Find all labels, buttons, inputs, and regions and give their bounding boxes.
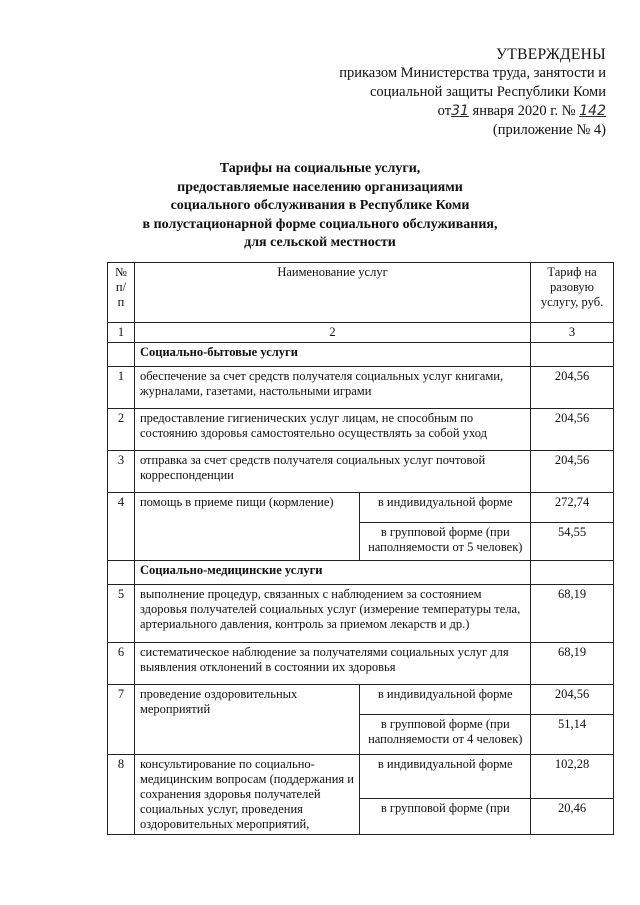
approval-heading: УТВЕРЖДЕНЫ bbox=[496, 46, 606, 63]
row-num: 1 bbox=[108, 367, 135, 409]
row-name: систематическое наблюдение за получателями социальных услуг для выявления отклонений в состоянии их здоровья bbox=[134, 643, 530, 685]
row-name: обеспечение за счет средств получателя социальных услуг книгами, журналами, газетами, настольными играми bbox=[134, 367, 530, 409]
column-numbers-row bbox=[108, 323, 614, 343]
row-name: отправка за счет средств получателя социальных услуг почтовой корреспонденции bbox=[134, 451, 530, 493]
table-row bbox=[108, 451, 614, 493]
section-title-household: Социально-бытовые услуги bbox=[134, 343, 530, 367]
row-price: 204,56 bbox=[531, 451, 614, 493]
section-title-medical: Социально-медицинские услуги bbox=[134, 561, 530, 585]
row-form-group: в групповой форме (при bbox=[360, 799, 531, 835]
row-name: консультирование по социально-медицинским вопросам (поддержания и сохранения здоровья получателей социальных услуг, проведения оздоровительных мероприятий, bbox=[134, 755, 359, 835]
date-month-year: января 2020 г. bbox=[472, 103, 559, 119]
row-form-individual: в индивидуальной форме bbox=[360, 755, 531, 799]
row-num: 8 bbox=[108, 755, 135, 835]
title-line-1: Тарифы на социальные услуги, bbox=[219, 161, 421, 176]
date-day-handwritten: 31 bbox=[451, 103, 469, 119]
row-num: 4 bbox=[108, 493, 135, 561]
title-line-4: в полустационарной форме социального обслуживания, bbox=[142, 216, 498, 232]
row-form-individual: в индивидуальной форме bbox=[360, 685, 531, 715]
row-price: 68,19 bbox=[531, 643, 614, 685]
table-row bbox=[108, 409, 614, 451]
table-row bbox=[108, 585, 614, 643]
row-price-individual: 204,56 bbox=[531, 685, 614, 715]
table-row bbox=[108, 493, 614, 523]
title-line-3: социального обслуживания в Республике Коми bbox=[170, 198, 470, 213]
row-num: 3 bbox=[108, 451, 135, 493]
row-num: 6 bbox=[108, 643, 135, 685]
row-num: 7 bbox=[108, 685, 135, 755]
appendix-label: (приложение № 4) bbox=[492, 122, 606, 138]
table-header-row bbox=[108, 263, 614, 323]
approval-date-line bbox=[339, 102, 606, 121]
title-line-5: для сельской местности bbox=[244, 235, 396, 250]
row-form-individual: в индивидуальной форме bbox=[360, 493, 531, 523]
row-name: помощь в приеме пищи (кормление) bbox=[134, 493, 359, 561]
approval-line-2: социальной защиты Республики Коми bbox=[369, 84, 606, 100]
row-form-group: в групповой форме (при наполняемости от 4 человек) bbox=[360, 715, 531, 755]
section-row-medical bbox=[108, 561, 614, 585]
row-price: 204,56 bbox=[531, 367, 614, 409]
table-row bbox=[108, 643, 614, 685]
approval-block bbox=[339, 45, 606, 140]
row-price-individual: 272,74 bbox=[531, 493, 614, 523]
column-number-2: 2 bbox=[134, 323, 530, 343]
title-line-2: предоставляемые населению организациями bbox=[177, 179, 463, 195]
section-row-household bbox=[108, 343, 614, 367]
column-number-3: 3 bbox=[531, 323, 614, 343]
header-price: Тариф на разовую услугу, руб. bbox=[531, 263, 614, 323]
row-num: 5 bbox=[108, 585, 135, 643]
number-prefix: № bbox=[561, 103, 576, 119]
row-form-group: в групповой форме (при наполняемости от 5 человек) bbox=[360, 523, 531, 561]
date-prefix: от bbox=[437, 103, 452, 119]
row-name: предоставление гигиенических услуг лицам, не способным по состоянию здоровья самостоятельно осуществлять за собой уход bbox=[134, 409, 530, 451]
table-row bbox=[108, 685, 614, 715]
row-name: выполнение процедур, связанных с наблюдением за состоянием здоровья получателей социальных услуг (измерение температуры тела, артериального давления, контроль за приемом лекарств и др.) bbox=[134, 585, 530, 643]
row-price-group: 54,55 bbox=[531, 523, 614, 561]
document-title bbox=[60, 160, 580, 253]
tariffs-table bbox=[107, 262, 614, 835]
table-row bbox=[108, 367, 614, 409]
row-name: проведение оздоровительных мероприятий bbox=[134, 685, 359, 755]
row-price-individual: 102,28 bbox=[531, 755, 614, 799]
row-price-group: 51,14 bbox=[531, 715, 614, 755]
header-num: № п/п bbox=[108, 263, 135, 323]
row-price: 204,56 bbox=[531, 409, 614, 451]
table-row bbox=[108, 755, 614, 799]
row-price-group: 20,46 bbox=[531, 799, 614, 835]
row-price: 68,19 bbox=[531, 585, 614, 643]
column-number-1: 1 bbox=[108, 323, 135, 343]
header-name: Наименование услуг bbox=[134, 263, 530, 323]
row-num: 2 bbox=[108, 409, 135, 451]
order-number-handwritten: 142 bbox=[579, 103, 606, 119]
approval-line-1: приказом Министерства труда, занятости и bbox=[339, 65, 606, 81]
